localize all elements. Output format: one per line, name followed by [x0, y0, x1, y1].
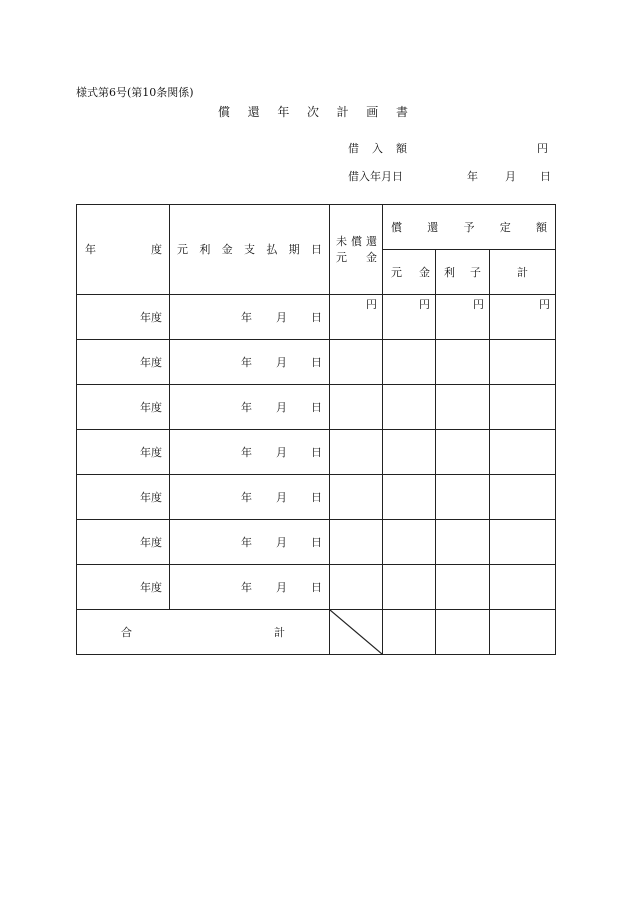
principal-cell [383, 565, 436, 610]
unpaid-principal-cell [330, 475, 383, 520]
total-subtotal-cell [490, 610, 556, 655]
subtotal-cell [490, 340, 556, 385]
fiscal-year-cell: 年度 [77, 475, 170, 520]
fiscal-year-cell: 年度 [77, 295, 170, 340]
interest-cell [436, 565, 490, 610]
scheduled-repayment-header: 償 還 予 定 額 [383, 205, 556, 250]
payment-date-cell: 年 月 日 [170, 385, 330, 430]
total-row [77, 610, 556, 655]
payment-date-header: 元 利 金 支 払 期 日 [170, 205, 330, 295]
table-row [77, 340, 556, 385]
interest-cell [436, 430, 490, 475]
payment-date-cell: 年 月 日 [170, 340, 330, 385]
table-row [77, 430, 556, 475]
principal-cell [383, 385, 436, 430]
principal-cell [383, 475, 436, 520]
principal-header: 元 金 [383, 250, 436, 295]
total-unpaid-principal-cell-crossed [330, 610, 383, 655]
interest-cell [436, 520, 490, 565]
form-number: 様式第6号(第10条関係) [76, 86, 194, 99]
payment-date-cell: 年 月 日 [170, 520, 330, 565]
total-interest-cell [436, 610, 490, 655]
total-label: 合 計 [77, 610, 330, 655]
loan-amount-unit: 円 [537, 142, 548, 155]
document-title: 償 還 年 次 計 画 書 [218, 105, 408, 119]
principal-cell [383, 340, 436, 385]
payment-date-cell: 年 月 日 [170, 430, 330, 475]
interest-cell [436, 475, 490, 520]
unpaid-principal-header: 未 償 還 元 金 [330, 205, 383, 295]
subtotal-cell [490, 430, 556, 475]
payment-date-cell: 年 月 日 [170, 295, 330, 340]
subtotal-cell [490, 565, 556, 610]
loan-date-day-unit: 日 [540, 170, 551, 183]
subtotal-cell: 円 [490, 295, 556, 340]
principal-cell: 円 [383, 295, 436, 340]
loan-amount-label: 借 入 額 [348, 142, 407, 155]
fiscal-year-header: 年 度 [77, 205, 170, 295]
diagonal-strike [330, 610, 382, 654]
unpaid-principal-cell [330, 520, 383, 565]
repayment-table [76, 204, 556, 655]
table-row [77, 385, 556, 430]
principal-cell [383, 520, 436, 565]
table-row [77, 475, 556, 520]
subtotal-cell [490, 385, 556, 430]
interest-header: 利 子 [436, 250, 490, 295]
subtotal-cell [490, 475, 556, 520]
total-principal-cell [383, 610, 436, 655]
unpaid-principal-cell [330, 430, 383, 475]
interest-cell: 円 [436, 295, 490, 340]
unpaid-principal-cell [330, 565, 383, 610]
fiscal-year-cell: 年度 [77, 520, 170, 565]
table-row [77, 565, 556, 610]
payment-date-cell: 年 月 日 [170, 475, 330, 520]
principal-cell [383, 430, 436, 475]
table-row [77, 520, 556, 565]
fiscal-year-cell: 年度 [77, 385, 170, 430]
loan-date-label: 借入年月日 [348, 170, 403, 183]
interest-cell [436, 340, 490, 385]
loan-date-month-unit: 月 [505, 170, 516, 183]
subtotal-cell [490, 520, 556, 565]
fiscal-year-cell: 年度 [77, 565, 170, 610]
unpaid-principal-cell: 円 [330, 295, 383, 340]
fiscal-year-cell: 年度 [77, 340, 170, 385]
loan-date-year-unit: 年 [467, 170, 478, 183]
interest-cell [436, 385, 490, 430]
unpaid-principal-cell [330, 385, 383, 430]
unpaid-principal-cell [330, 340, 383, 385]
table-row [77, 295, 556, 340]
subtotal-header: 計 [490, 250, 556, 295]
payment-date-cell: 年 月 日 [170, 565, 330, 610]
fiscal-year-cell: 年度 [77, 430, 170, 475]
